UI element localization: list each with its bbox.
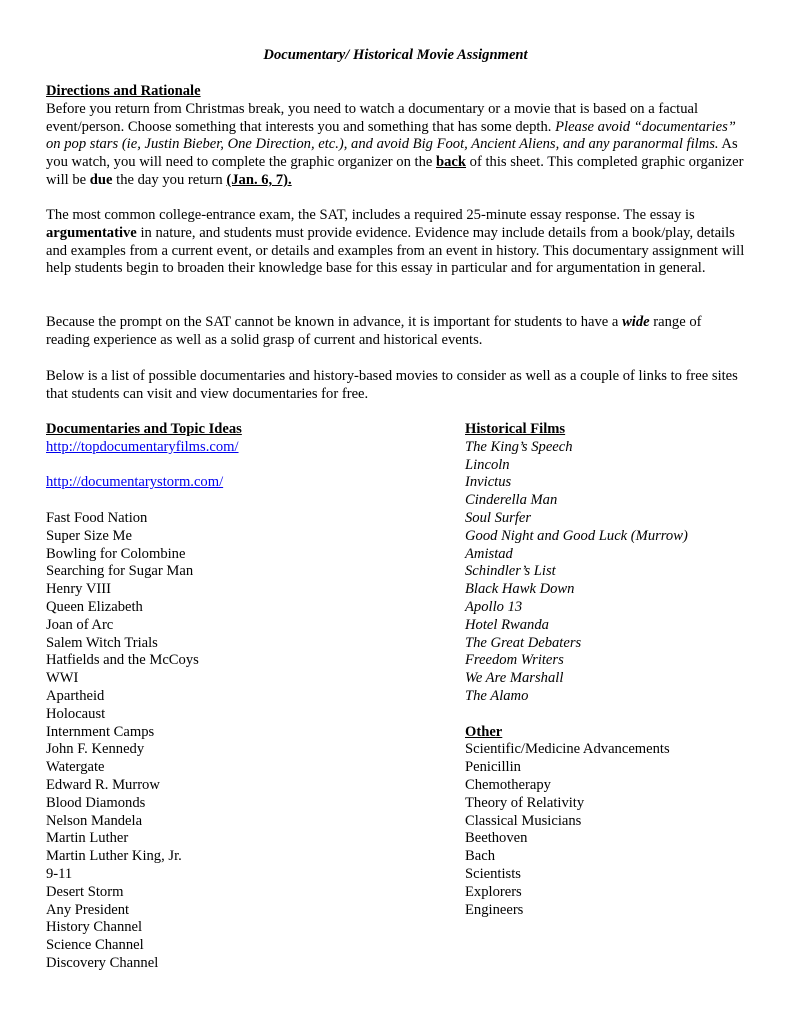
documentary-topic-item: Henry VIII [46, 581, 111, 598]
historical-film-item: We Are Marshall [465, 670, 564, 687]
documentary-topic-item: Science Channel [46, 937, 144, 954]
documentary-topic-item: Discovery Channel [46, 954, 159, 971]
documentary-topic-item: Hatfields and the McCoys [46, 652, 199, 669]
other-topic-item: Beethoven [465, 830, 528, 847]
historical-films-column [465, 421, 765, 919]
historical-films-heading: Historical Films [465, 421, 566, 437]
directions-paragraph [46, 101, 746, 190]
other-topic-item: Theory of Relativity [465, 794, 585, 811]
other-topic-item: Penicillin [465, 759, 521, 776]
historical-film-item: The King’s Speech [465, 438, 573, 455]
directions-heading: Directions and Rationale [46, 83, 201, 99]
other-topic-item: Engineers [465, 901, 524, 918]
documentary-topic-item: Internment Camps [46, 723, 155, 740]
documentary-topic-item: Fast Food Nation [46, 509, 148, 526]
historical-film-item: Lincoln [465, 456, 510, 473]
wide-emphasis: wide [622, 314, 650, 330]
documentarystorm-link[interactable]: http://documentarystorm.com/ [46, 474, 224, 491]
topdocumentaryfilms-link[interactable]: http://topdocumentaryfilms.com/ [46, 438, 239, 455]
documentary-topic-item: Apartheid [46, 687, 105, 704]
historical-film-item: Cinderella Man [465, 492, 558, 509]
directions-avoid-note: Please avoid “documentaries” on pop stars (ie, Justin Bieber, One Direction, etc.), and avoid Big Foot, Ancient Aliens, and any paranormal films. [46, 118, 736, 153]
documentary-topic-item: Edward R. Murrow [46, 776, 160, 793]
historical-film-item: Hotel Rwanda [465, 616, 549, 633]
historical-films-list [465, 439, 765, 706]
directions-text-4: the day you return [112, 171, 227, 188]
other-topic-item: Scientific/Medicine Advancements [465, 741, 670, 758]
sat-text-1: The most common college-entrance exam, the SAT, includes a required 25-minute essay response. The essay is [46, 207, 695, 223]
argumentative-emphasis: argumentative [46, 224, 137, 241]
documentary-topic-item: Martin Luther [46, 830, 129, 847]
historical-film-item: Schindler’s List [465, 563, 556, 580]
documentary-topic-item: 9-11 [46, 865, 73, 882]
back-emphasis: back [436, 154, 467, 171]
documentaries-column [46, 421, 458, 973]
other-heading: Other [465, 723, 503, 740]
prompt-text-1: Because the prompt on the SAT cannot be known in advance, it is important for students to have a [46, 314, 623, 330]
documentary-topic-item: Super Size Me [46, 527, 132, 544]
documentary-topic-item: Holocaust [46, 705, 106, 722]
due-emphasis: due [89, 171, 113, 188]
other-topic-item: Classical Musicians [465, 812, 582, 829]
historical-film-item: Apollo 13 [465, 598, 523, 615]
documentary-topic-item: Nelson Mandela [46, 812, 143, 829]
other-topic-item: Scientists [465, 865, 521, 882]
directions-text-3: of this sheet. This completed graphic organizer will be [46, 154, 744, 188]
historical-film-item: Invictus [465, 474, 512, 491]
sat-text-2: in nature, and students must provide evidence. Evidence may include details from a book/play, details and examples from a current event, or details and examples from an event in history. This documentary assignment will help students begin to broaden their knowledge base for this essay in particular and for argumentation in general. [46, 224, 745, 277]
documentary-topic-item: John F. Kennedy [46, 741, 145, 758]
directions-text-2: As you watch, you will need to complete the graphic organizer on the [46, 136, 738, 171]
other-topic-item: Chemotherapy [465, 776, 551, 793]
other-topic-item: Explorers [465, 883, 522, 900]
documentary-topic-item: Blood Diamonds [46, 794, 146, 811]
list-intro-paragraph [46, 368, 746, 404]
other-list [465, 741, 765, 919]
due-date: (Jan. 6, 7). [226, 171, 292, 188]
historical-film-item: The Alamo [465, 687, 529, 704]
documentary-topic-item: Queen Elizabeth [46, 598, 143, 615]
documentary-topic-item: Searching for Sugar Man [46, 563, 194, 580]
prompt-paragraph [46, 314, 746, 350]
historical-film-item: Freedom Writers [465, 652, 564, 669]
directions-section [46, 83, 746, 190]
documentaries-list [46, 510, 458, 973]
documentary-topic-item: Bowling for Colombine [46, 545, 186, 562]
historical-film-item: Black Hawk Down [465, 581, 575, 598]
directions-text-1: Before you return from Christmas break, you need to watch a documentary or a movie that is based on a factual event/person. Choose something that interests you and something that has some depth. [46, 100, 699, 135]
sat-paragraph [46, 207, 746, 278]
documentaries-heading: Documentaries and Topic Ideas [46, 421, 242, 437]
documentary-topic-item: Salem Witch Trials [46, 634, 158, 651]
documentary-topic-item: Any President [46, 901, 130, 918]
page-title: Documentary/ Historical Movie Assignment [263, 47, 528, 63]
list-intro-text: Below is a list of possible documentaries and history-based movies to consider as well as a couple of links to free sites that students can visit and view documentaries for free. [46, 368, 738, 402]
historical-film-item: Amistad [465, 545, 513, 562]
documentary-topic-item: Joan of Arc [46, 616, 114, 633]
documentary-topic-item: History Channel [46, 919, 143, 936]
documentary-topic-item: WWI [46, 670, 79, 687]
documentary-topic-item: Watergate [46, 759, 105, 776]
other-topic-item: Bach [465, 848, 495, 865]
historical-film-item: Good Night and Good Luck (Murrow) [465, 527, 688, 544]
historical-film-item: The Great Debaters [465, 634, 582, 651]
documentary-topic-item: Desert Storm [46, 883, 124, 900]
documentary-topic-item: Martin Luther King, Jr. [46, 848, 182, 865]
prompt-text-2: range of reading experience as well as a solid grasp of current and historical events. [46, 314, 702, 348]
historical-film-item: Soul Surfer [465, 509, 532, 526]
